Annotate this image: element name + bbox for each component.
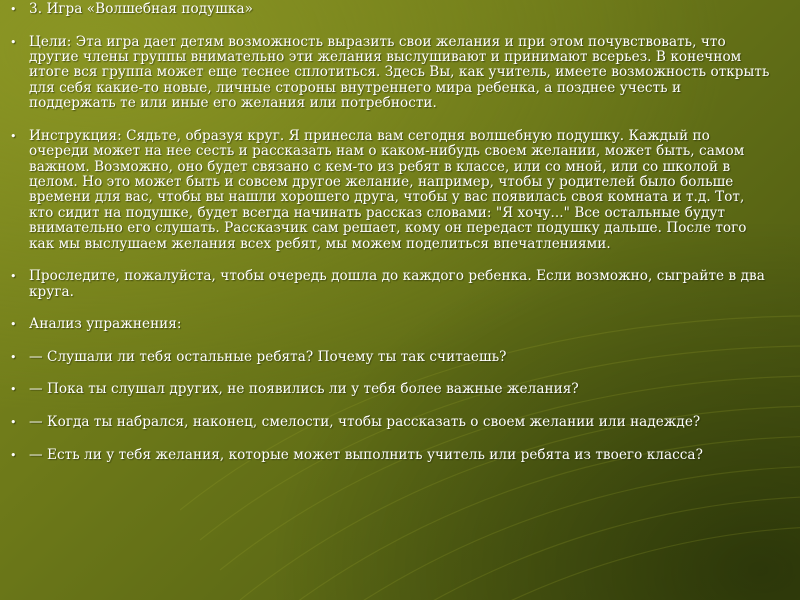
bullet-icon: • bbox=[10, 3, 17, 16]
list-item-goals bbox=[8, 35, 770, 112]
list-item-instruction bbox=[8, 129, 770, 252]
list-item-question bbox=[8, 448, 770, 463]
bullet-icon: • bbox=[10, 416, 17, 430]
item-text: 3. Игра «Волшебная подушка» bbox=[29, 1, 253, 17]
bullet-list bbox=[8, 2, 770, 463]
list-item-title bbox=[8, 2, 770, 17]
bullet-icon: • bbox=[10, 350, 17, 364]
item-text: — Есть ли у тебя желания, которые может выполнить учитель или ребята из твоего класса? bbox=[29, 446, 703, 463]
list-item-analysis-heading bbox=[8, 317, 770, 332]
list-item-note bbox=[8, 269, 770, 300]
item-text: — Когда ты набрался, наконец, смелости, чтобы рассказать о своем желании или надежде? bbox=[29, 414, 701, 431]
bullet-icon: • bbox=[10, 448, 17, 462]
bullet-icon: • bbox=[10, 383, 17, 397]
item-text: Анализ упражнения: bbox=[29, 316, 182, 333]
list-item-question bbox=[8, 415, 770, 430]
list-item-question bbox=[8, 350, 770, 365]
item-text: — Слушали ли тебя остальные ребята? Почему ты так считаешь? bbox=[29, 348, 507, 365]
bullet-icon: • bbox=[10, 35, 17, 49]
slide-content bbox=[8, 2, 770, 594]
bullet-icon: • bbox=[10, 318, 17, 332]
item-text: — Пока ты слушал других, не появились ли у тебя более важные желания? bbox=[29, 381, 579, 398]
bullet-icon: • bbox=[10, 129, 17, 143]
item-text: Проследите, пожалуйста, чтобы очередь дошла до каждого ребенка. Если возможно, сыграйте в два круга. bbox=[29, 268, 765, 300]
item-text: Инструкция: Сядьте, образуя круг. Я принесла вам сегодня волшебную подушку. Каждый по очереди может на нее сесть и рассказать нам о каком-нибудь своем желании, может быть, самом важном. Возможно, оно будет связано с кем-то из ребят в классе, или со мной, или со школой в целом. Но это может быть и совсем другое желание, например, чтобы у родителей было больше времени для вас, чтобы вы нашли хорошего друга, чтобы у вас появилась своя комната и т.д. Тот, кто сидит на подушке, будет всегда начинать рассказ словами: "Я хочу..." Все остальные будут внимательно его слушать. Рассказчик сам решает, кому он передаст подушку дальше. После того как мы выслушаем желания всех ребят, мы можем поделиться впечатлениями. bbox=[29, 127, 747, 252]
item-text: Цели: Эта игра дает детям возможность выразить свои желания и при этом почувствовать, что другие члены группы внимательно эти желания выслушивают и принимают всерьез. В конечном итоге вся группа может еще теснее сплотиться. Здесь Вы, как учитель, имеете возможность открыть для себя какие-то новые, личные стороны внутреннего мира ребенка, а позднее учесть и поддержать те или иные его желания или потребности. bbox=[29, 33, 770, 112]
bullet-icon: • bbox=[10, 270, 17, 284]
list-item-question bbox=[8, 382, 770, 397]
